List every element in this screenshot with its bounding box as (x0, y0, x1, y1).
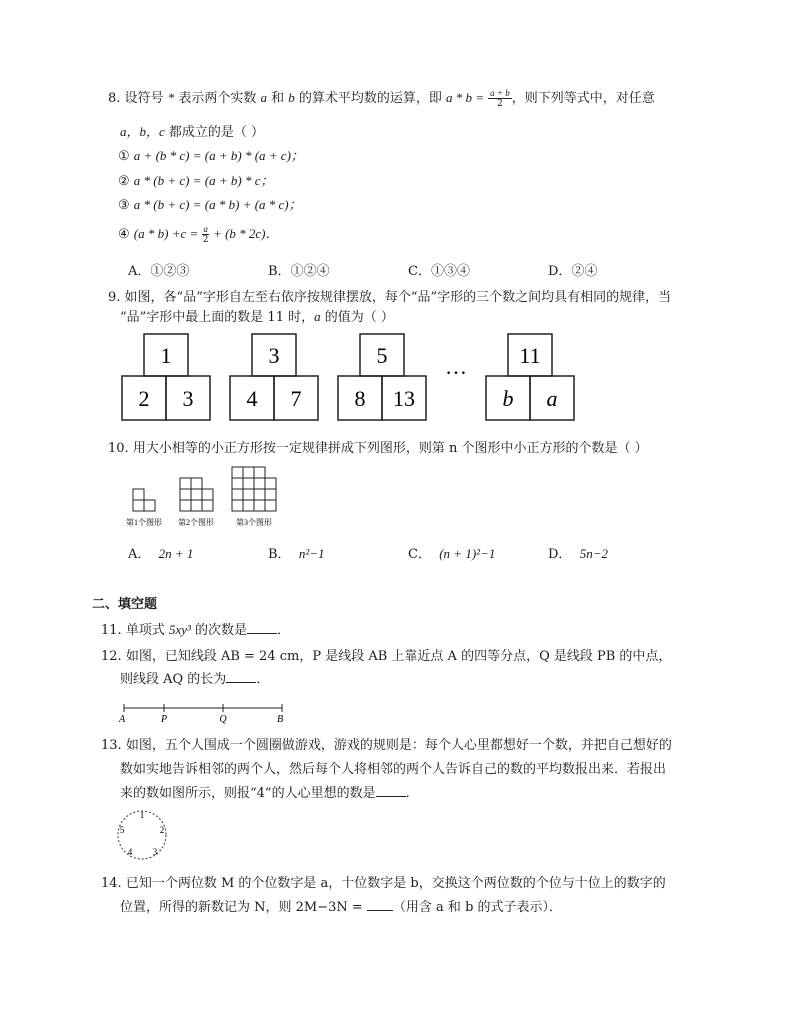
q14-line1: 14. 已知一个两位数 M 的个位数字是 a，十位数字是 b，交换这个两位数的个位与十位上的数字的 (101, 876, 666, 891)
q8-item4-fraction: $\frac{a}{2}$ (202, 224, 209, 245)
q12-label-p: P (160, 714, 168, 724)
q10-square-figures (124, 462, 294, 530)
q9-fig1-top: 1 (160, 343, 172, 368)
q8-item-3: ③ a * (b + c) = (a * b) + (a * c)； (118, 197, 302, 213)
q10-option-b[interactable]: B． n²−1 (268, 546, 325, 562)
q13-number-2: 2 (159, 825, 165, 835)
q12-segment-figure (116, 700, 292, 724)
q8-item-1: ① a + (b * c) = (a + b) * (a + c)； (118, 148, 304, 164)
q12-line1: 12. 如图，已知线段 AB = 24 cm，P 是线段 AB 上靠近点 A 的四等分点，Q 是线段 PB 的中点， (101, 649, 672, 664)
q12-label-b: B (276, 714, 284, 724)
q10-figure-3 (232, 467, 276, 511)
q9-number: 9. (108, 290, 121, 305)
q9-figure-2 (230, 334, 318, 420)
q11-line: 11. 单项式 5xy³ 的次数是 ． (101, 622, 291, 638)
q13-number: 13. (101, 738, 122, 753)
q9-fig4-top: 11 (519, 343, 541, 368)
q8-option-b[interactable]: B．①②④ (268, 264, 330, 279)
q8-option-d[interactable]: D．②④ (548, 264, 598, 279)
q9-ellipsis: … (445, 354, 467, 379)
q10-figure-1 (133, 489, 155, 511)
q14-answer-blank[interactable] (367, 898, 393, 911)
q10-label-3: 第3个图形 (236, 518, 272, 527)
q8-option-a[interactable]: A．①②③ (128, 264, 190, 279)
q13-line3: 来的数如图所示，则报“4”的人心里想的数是 ． (120, 786, 419, 801)
q8-option-c[interactable]: C．①③④ (408, 264, 470, 279)
q9-line1: 9. 如图，各“品”字形自左至右依序按规律摆放，每个“品”字形的三个数之间均具有相同的规律，当 (108, 290, 672, 305)
q8-def-fraction: $\frac{a + b}{2}$ (490, 88, 510, 109)
q10-option-a[interactable]: A． 2n + 1 (128, 546, 194, 562)
q9-fig3-top: 5 (376, 343, 388, 368)
q14-line2: 位置，所得的新数记为 N，则 2M−3N = （用含 a 和 b 的式子表示）． (120, 900, 563, 915)
q13-answer-blank[interactable] (376, 784, 406, 797)
q13-number-1: 1 (139, 810, 145, 820)
q12-label-a: A (118, 714, 126, 724)
q8-line2: a，b，c 都成立的是（ ） (120, 124, 265, 140)
q8-item-4: ④ (a * b) +c = $\frac{a}{2}$ + (b * 2c)． (118, 224, 279, 245)
q13-number-3: 3 (152, 847, 158, 857)
q9-fig1-right: 3 (182, 386, 194, 411)
q9-figure-4 (486, 334, 574, 420)
q9-fig3-left: 8 (354, 386, 366, 411)
q12-label-q: Q (219, 714, 227, 724)
q13-number-4: 4 (127, 847, 133, 857)
q13-circle-figure (114, 806, 174, 864)
q9-figure-1 (122, 334, 210, 420)
q8-number: 8. (108, 91, 121, 106)
section-title: 二、填空题 (92, 597, 158, 612)
q8-item-2: ② a * (b + c) = (a + b) * c； (118, 173, 274, 189)
q13-line2: 数如实地告诉相邻的两个人，然后每个人将相邻的两个人告诉自己的数的平均数报出来．若报出 (120, 762, 667, 777)
q9-fig4-right: a (546, 386, 558, 411)
q9-fig2-right: 7 (290, 386, 302, 411)
q9-fig2-left: 4 (246, 386, 258, 411)
q11-answer-blank[interactable] (247, 621, 277, 634)
q12-line2: 则线段 AQ 的长为 ． (120, 672, 270, 687)
q13-number-5: 5 (119, 825, 125, 835)
q10-line: 10. 用大小相等的小正方形按一定规律拼成下列图形，则第 n 个图形中小正方形的个数是（ ） (108, 441, 648, 456)
q11-number: 11. (101, 623, 122, 638)
q10-option-d[interactable]: D． 5n−2 (548, 546, 608, 562)
q8-line1: 8. 设符号 * 表示两个实数 a 和 b 的算术平均数的运算，即 a * b = $\frac{a + b}{2}$ ，则下列等式中，对任意 (108, 88, 655, 109)
q9-figure-3 (338, 334, 426, 420)
q12-number: 12. (101, 649, 122, 664)
q9-fig1-left: 2 (138, 386, 150, 411)
q14-number: 14. (101, 876, 122, 891)
q9-fig3-right: 13 (393, 386, 415, 411)
q10-label-1: 第1个图形 (126, 518, 162, 527)
q9-fig2-top: 3 (268, 343, 280, 368)
q9-fig4-left: b (502, 386, 514, 411)
q10-label-2: 第2个图形 (178, 518, 214, 527)
q10-number: 10. (108, 441, 129, 456)
q9-pin-figures (118, 330, 638, 424)
q9-line2: “品”字形中最上面的数是 11 时，a 的值为（ ） (120, 309, 394, 325)
q13-line1: 13. 如图，五个人围成一个圆圈做游戏，游戏的规则是：每个人心里都想好一个数，并把自己想好的 (101, 738, 672, 753)
q10-figure-2 (180, 478, 213, 511)
q10-option-c[interactable]: C． (n + 1)²−1 (408, 546, 496, 562)
q12-answer-blank[interactable] (226, 670, 256, 683)
